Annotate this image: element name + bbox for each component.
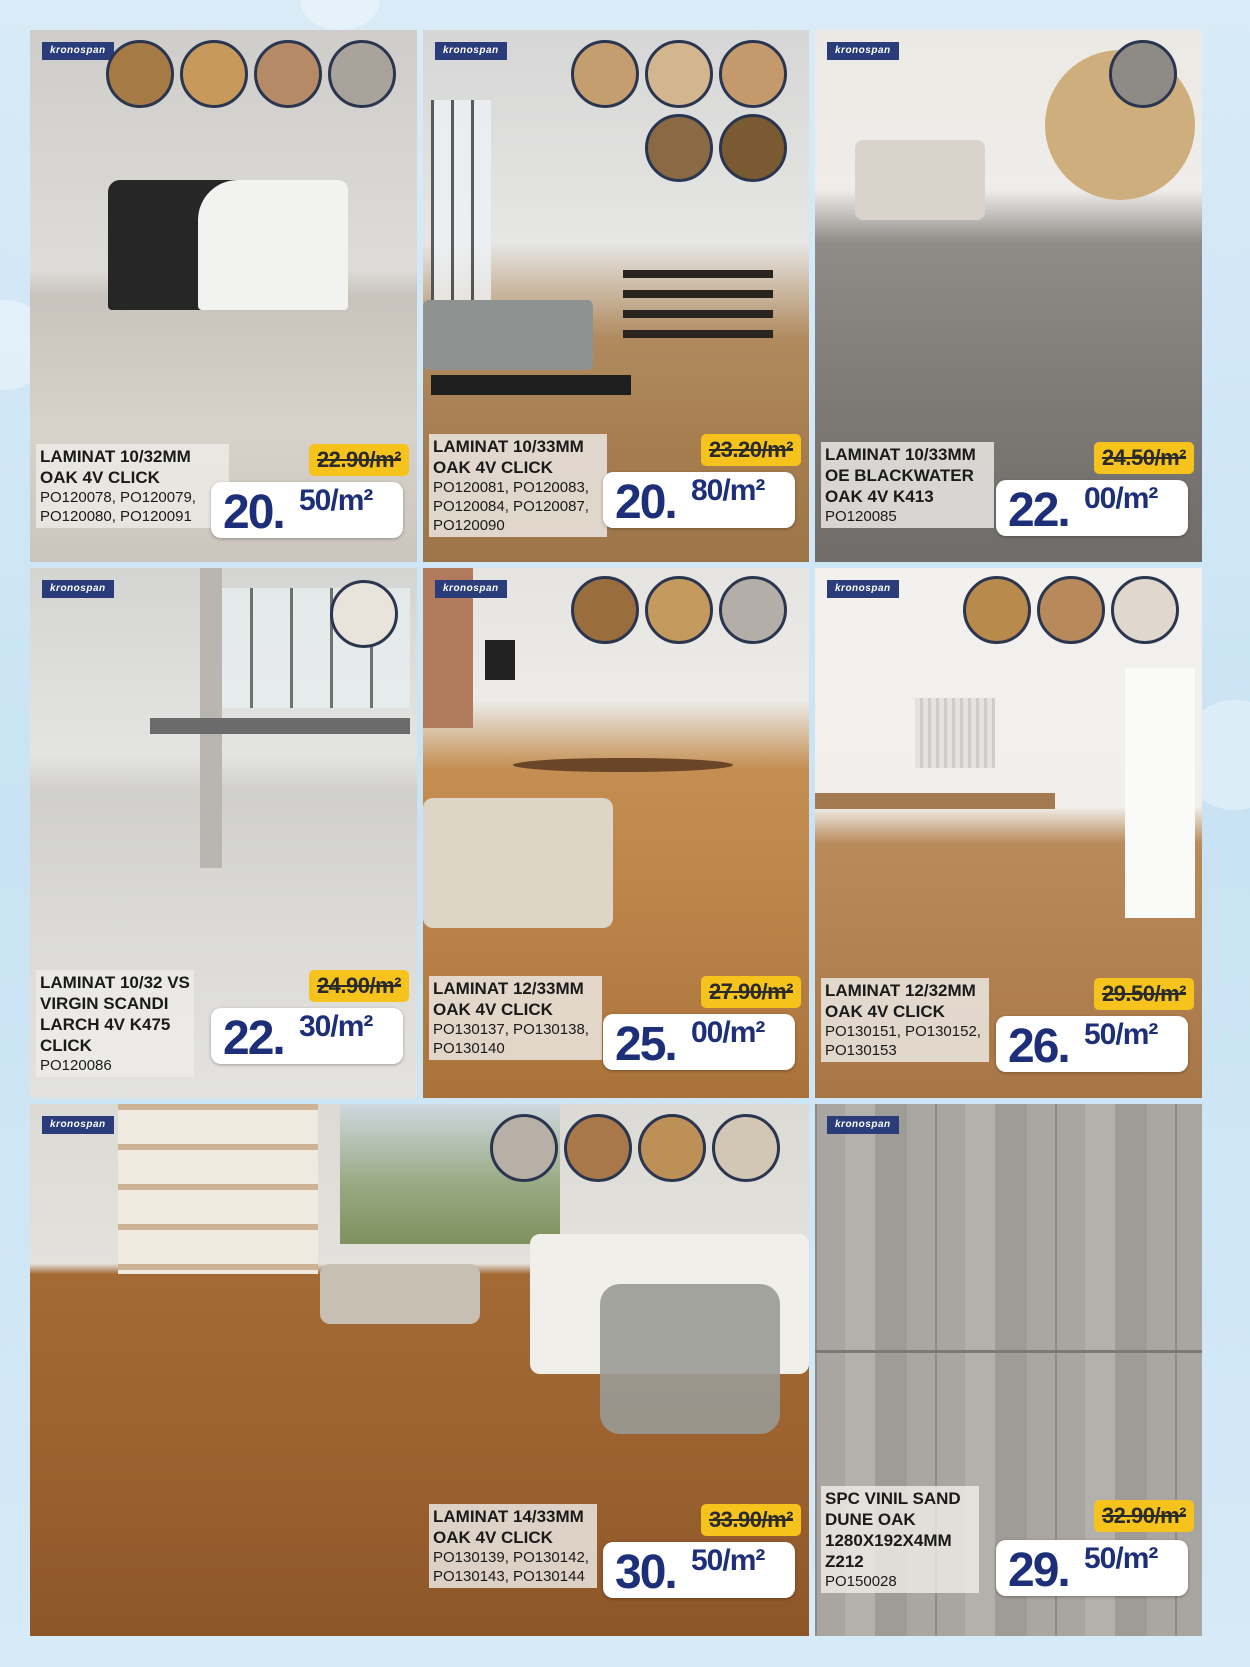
new-price — [603, 1542, 795, 1598]
product-name — [429, 1504, 597, 1588]
new-price — [996, 1016, 1188, 1072]
stairs — [623, 270, 773, 350]
wood-swatch — [1037, 576, 1105, 644]
wood-swatch — [645, 576, 713, 644]
product-title: LAMINAT 10/33MM OE BLACKWATER OAK 4V K413 — [825, 445, 976, 506]
new-price — [996, 1540, 1188, 1596]
swatch-row — [490, 1114, 780, 1182]
new-price — [603, 472, 795, 528]
old-price: 27.90/m² — [701, 976, 801, 1008]
product-title: SPC VINIL SAND DUNE OAK 1280X192X4MM Z212 — [825, 1489, 961, 1571]
sofa — [423, 300, 593, 370]
product-card — [30, 30, 417, 562]
product-card — [423, 568, 809, 1098]
swatch-row — [106, 40, 396, 108]
blanket — [600, 1284, 780, 1434]
product-codes: PO120078, PO120079, PO120080, PO120091 — [40, 489, 196, 525]
product-title: LAMINAT 12/32MM OAK 4V CLICK — [825, 981, 976, 1021]
price-integer: 22. — [223, 1012, 284, 1065]
frost-decoration — [300, 0, 380, 30]
product-card — [815, 1104, 1202, 1636]
new-price — [996, 480, 1188, 536]
wood-swatch — [490, 1114, 558, 1182]
product-info — [423, 1504, 809, 1636]
wood-swatch — [712, 1114, 780, 1182]
wood-swatch — [719, 114, 787, 182]
product-codes: PO150028 — [825, 1573, 897, 1590]
brand-badge: kronospan — [435, 42, 507, 60]
product-card — [423, 30, 809, 562]
brand-badge: kronospan — [42, 580, 114, 598]
product-codes: PO120085 — [825, 508, 897, 525]
product-codes: PO130137, PO130138, PO130140 — [433, 1021, 589, 1057]
brand-badge: kronospan — [42, 1116, 114, 1134]
brand-badge: kronospan — [827, 580, 899, 598]
new-price — [211, 1008, 403, 1064]
price-decimal: 00/m² — [1084, 482, 1158, 515]
old-price: 33.90/m² — [701, 1504, 801, 1536]
price-decimal: 50/m² — [299, 484, 373, 517]
price-decimal: 30/m² — [299, 1010, 373, 1043]
wood-swatch — [1111, 576, 1179, 644]
product-name — [821, 442, 994, 528]
wood-swatch — [106, 40, 174, 108]
new-price — [603, 1014, 795, 1070]
old-price: 23.20/m² — [701, 434, 801, 466]
wood-swatch — [638, 1114, 706, 1182]
product-codes: PO120086 — [40, 1057, 112, 1074]
swatch-row — [571, 576, 787, 644]
new-price — [211, 482, 403, 538]
brand-badge: kronospan — [435, 580, 507, 598]
old-price: 22.90/m² — [309, 444, 409, 476]
tv — [485, 640, 515, 680]
wood-swatch — [645, 40, 713, 108]
pedestal — [1125, 668, 1195, 918]
product-card — [815, 30, 1202, 562]
product-codes: PO130139, PO130142, PO130143, PO130144 — [433, 1549, 589, 1585]
wood-swatch — [571, 40, 639, 108]
sofa-cushion — [198, 180, 348, 310]
old-price: 24.90/m² — [309, 970, 409, 1002]
price-decimal: 50/m² — [1084, 1542, 1158, 1575]
product-title: LAMINAT 12/33MM OAK 4V CLICK — [433, 979, 584, 1019]
bookshelf — [118, 1104, 318, 1274]
wood-swatch — [1109, 40, 1177, 108]
old-price: 24.50/m² — [1094, 442, 1194, 474]
swatch-row — [1109, 40, 1177, 108]
brand-badge: kronospan — [827, 42, 899, 60]
brand-badge: kronospan — [42, 42, 114, 60]
swatch-row — [645, 114, 787, 182]
wood-swatch — [254, 40, 322, 108]
price-integer: 20. — [223, 486, 284, 539]
price-decimal: 00/m² — [691, 1016, 765, 1049]
wood-swatch — [564, 1114, 632, 1182]
product-card — [30, 568, 417, 1098]
coffee-table — [431, 375, 631, 395]
wood-swatch — [645, 114, 713, 182]
product-name — [821, 978, 989, 1062]
product-codes: PO130151, PO130152, PO130153 — [825, 1023, 981, 1059]
plank-seam — [815, 1350, 1202, 1353]
product-name — [36, 444, 229, 528]
window — [431, 100, 491, 320]
product-info — [815, 442, 1202, 562]
product-title: LAMINAT 10/33MM OAK 4V CLICK — [433, 437, 584, 477]
price-integer: 20. — [615, 476, 676, 529]
price-decimal: 50/m² — [1084, 1018, 1158, 1051]
price-decimal: 80/m² — [691, 474, 765, 507]
product-info — [815, 978, 1202, 1098]
wood-swatch — [330, 580, 398, 648]
wood-swatch — [719, 576, 787, 644]
swatch-row — [330, 580, 398, 648]
price-decimal: 50/m² — [691, 1544, 765, 1577]
price-integer: 29. — [1008, 1544, 1069, 1597]
price-integer: 30. — [615, 1546, 676, 1599]
swatch-row — [963, 576, 1179, 644]
product-info — [815, 1486, 1202, 1636]
old-price: 29.50/m² — [1094, 978, 1194, 1010]
product-title: LAMINAT 10/32 VS VIRGIN SCANDI LARCH 4V K475 CLICK — [40, 973, 190, 1055]
product-codes: PO120081, PO120083, PO120084, PO120087, PO120090 — [433, 479, 589, 534]
product-info — [30, 444, 417, 562]
price-integer: 26. — [1008, 1020, 1069, 1073]
wood-swatch — [719, 40, 787, 108]
wood-swatch — [328, 40, 396, 108]
price-integer: 25. — [615, 1018, 676, 1071]
swatch-row — [571, 40, 787, 108]
wood-swatch — [571, 576, 639, 644]
wood-swatch — [963, 576, 1031, 644]
product-info — [30, 970, 417, 1098]
radiator — [915, 698, 995, 768]
product-card — [30, 1104, 809, 1636]
old-price: 32.90/m² — [1094, 1500, 1194, 1532]
product-title: LAMINAT 14/33MM OAK 4V CLICK — [433, 1507, 584, 1547]
sofa — [423, 798, 613, 928]
coffee-table — [320, 1264, 480, 1324]
dining-table — [150, 718, 410, 734]
product-name — [429, 976, 602, 1060]
product-name — [36, 970, 194, 1077]
product-card — [815, 568, 1202, 1098]
price-integer: 22. — [1008, 484, 1069, 537]
coffee-table — [513, 758, 733, 772]
product-info — [423, 976, 809, 1098]
product-info — [423, 434, 809, 562]
product-name — [429, 434, 607, 537]
wood-swatch — [180, 40, 248, 108]
bed — [855, 140, 985, 220]
brand-badge: kronospan — [827, 1116, 899, 1134]
table — [815, 793, 1055, 809]
product-title: LAMINAT 10/32MM OAK 4V CLICK — [40, 447, 191, 487]
product-name — [821, 1486, 979, 1593]
